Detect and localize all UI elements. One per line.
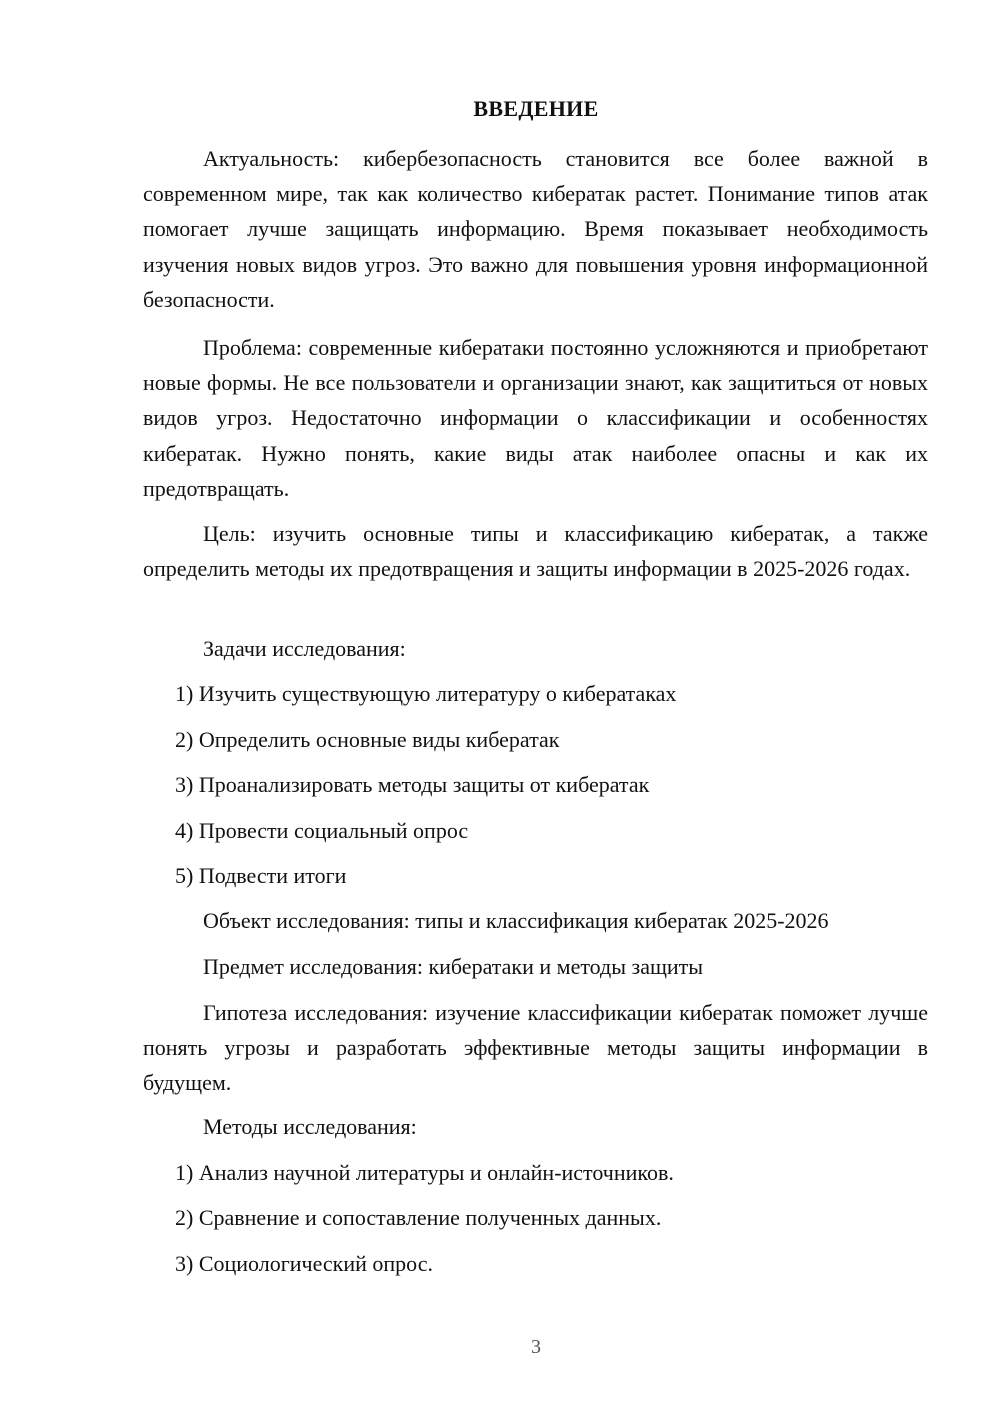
method-item: 1) Анализ научной литературы и онлайн-источников.	[175, 1160, 674, 1185]
task-item: 3) Проанализировать методы защиты от кибератак	[175, 772, 650, 797]
task-item: 1) Изучить существующую литературу о кибератаках	[175, 681, 677, 706]
method-item: 2) Сравнение и сопоставление полученных данных.	[175, 1205, 662, 1230]
task-item: 2) Определить основные виды кибератак	[175, 727, 560, 752]
problem-paragraph: Проблема: современные кибератаки постоянно усложняются и приобретают новые формы. Не все пользователи и организации знают, как защититься от новых видов угроз. Недостаточно информации о классификации и особенностях кибератак. Нужно понять, какие виды атак наиболее опасны и как их предотвращать.	[143, 335, 928, 501]
method-item: 3) Социологический опрос.	[175, 1251, 433, 1276]
goal-paragraph: Цель: изучить основные типы и классификацию кибератак, а также определить методы их предотвращения и защиты информации в 2025-2026 годах.	[143, 521, 928, 582]
relevance-paragraph: Актуальность: кибербезопасность становится все более важной в современном мире, так как количество кибератак растет. Понимание типов атак помогает лучше защищать информацию. Время показывает необходимость изучения новых видов угроз. Это важно для повышения уровня информационной безопасности.	[143, 146, 928, 312]
page-number: 3	[531, 1336, 541, 1358]
object-line: Объект исследования: типы и классификация кибератак 2025-2026	[203, 908, 829, 933]
tasks-heading: Задачи исследования:	[203, 636, 406, 661]
subject-line: Предмет исследования: кибератаки и методы защиты	[203, 954, 704, 979]
section-heading: ВВЕДЕНИЕ	[473, 96, 599, 121]
hypothesis-paragraph: Гипотеза исследования: изучение классификации кибератак поможет лучше понять угрозы и разработать эффективные методы защиты информации в будущем.	[143, 1000, 928, 1096]
task-item: 5) Подвести итоги	[175, 863, 347, 888]
methods-heading: Методы исследования:	[203, 1114, 417, 1139]
task-item: 4) Провести социальный опрос	[175, 818, 469, 843]
